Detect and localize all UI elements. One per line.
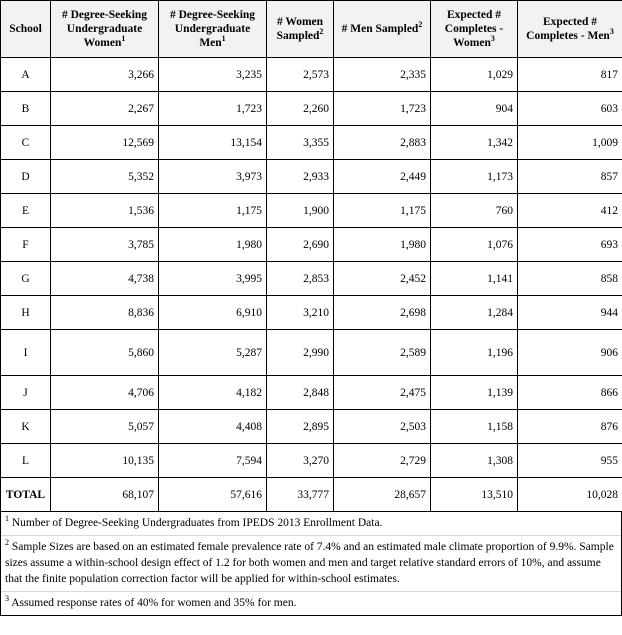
school-cell: C: [1, 126, 51, 160]
value-cell: 2,698: [334, 296, 431, 330]
value-cell: 2,883: [334, 126, 431, 160]
header-completes-men: Expected # Completes - Men$^3$: [518, 1, 622, 58]
value-cell: 955: [518, 444, 622, 478]
value-cell: 1,175: [159, 194, 267, 228]
value-cell: 1,029: [431, 58, 518, 92]
value-cell: 1,723: [159, 92, 267, 126]
value-cell: 906: [518, 330, 622, 376]
value-cell: 1,900: [267, 194, 334, 228]
value-cell: 2,853: [267, 262, 334, 296]
value-cell: 2,589: [334, 330, 431, 376]
value-cell: 857: [518, 160, 622, 194]
value-cell: 1,173: [431, 160, 518, 194]
footnotes: [0, 512, 622, 616]
value-cell: 1,175: [334, 194, 431, 228]
footnote-2: $^2$ Sample Sizes are based on an estimated female prevalence rate of 7.4% and an estimated male climate proportion of 9.9%. Sample sizes assume a within-school design effect of 1.2 for both women and men and target relative standard errors of 10%, and assume that the finite population correction factor will be applied for within-school estimates.: [1, 536, 621, 592]
value-cell: 2,933: [267, 160, 334, 194]
total-value: 33,777: [267, 478, 334, 512]
value-cell: 3,210: [267, 296, 334, 330]
school-cell: E: [1, 194, 51, 228]
table-row: [1, 296, 622, 330]
school-cell: J: [1, 376, 51, 410]
value-cell: 2,449: [334, 160, 431, 194]
table-row: [1, 228, 622, 262]
value-cell: 3,270: [267, 444, 334, 478]
value-cell: 3,785: [51, 228, 159, 262]
value-cell: 5,860: [51, 330, 159, 376]
value-cell: 1,158: [431, 410, 518, 444]
value-cell: 2,267: [51, 92, 159, 126]
value-cell: 4,738: [51, 262, 159, 296]
school-cell: A: [1, 58, 51, 92]
school-cell: G: [1, 262, 51, 296]
table-row: [1, 410, 622, 444]
value-cell: 1,009: [518, 126, 622, 160]
value-cell: 1,980: [334, 228, 431, 262]
table-row: [1, 194, 622, 228]
value-cell: 904: [431, 92, 518, 126]
school-cell: B: [1, 92, 51, 126]
table-row: [1, 262, 622, 296]
total-value: 28,657: [334, 478, 431, 512]
value-cell: 2,848: [267, 376, 334, 410]
value-cell: 10,135: [51, 444, 159, 478]
value-cell: 876: [518, 410, 622, 444]
value-cell: 8,836: [51, 296, 159, 330]
value-cell: 13,154: [159, 126, 267, 160]
value-cell: 817: [518, 58, 622, 92]
value-cell: 2,475: [334, 376, 431, 410]
value-cell: 2,452: [334, 262, 431, 296]
value-cell: 2,990: [267, 330, 334, 376]
table-row: [1, 160, 622, 194]
value-cell: 2,573: [267, 58, 334, 92]
value-cell: 1,076: [431, 228, 518, 262]
value-cell: 1,308: [431, 444, 518, 478]
table-row: [1, 444, 622, 478]
header-school: School: [1, 1, 51, 58]
value-cell: 7,594: [159, 444, 267, 478]
value-cell: 1,536: [51, 194, 159, 228]
school-cell: D: [1, 160, 51, 194]
value-cell: 3,266: [51, 58, 159, 92]
value-cell: 1,284: [431, 296, 518, 330]
table-row: [1, 376, 622, 410]
value-cell: 1,196: [431, 330, 518, 376]
table-row: [1, 126, 622, 160]
value-cell: 2,503: [334, 410, 431, 444]
value-cell: 1,141: [431, 262, 518, 296]
value-cell: 6,910: [159, 296, 267, 330]
total-row: [1, 478, 622, 512]
value-cell: 412: [518, 194, 622, 228]
total-value: 13,510: [431, 478, 518, 512]
footnote-1: $^1$ Number of Degree-Seeking Undergraduates from IPEDS 2013 Enrollment Data.: [1, 512, 621, 536]
header-row: [1, 1, 622, 58]
value-cell: 3,995: [159, 262, 267, 296]
value-cell: 1,139: [431, 376, 518, 410]
total-value: 57,616: [159, 478, 267, 512]
value-cell: 4,408: [159, 410, 267, 444]
value-cell: 866: [518, 376, 622, 410]
table-body: [1, 58, 622, 512]
value-cell: 2,260: [267, 92, 334, 126]
header-men-sampled: # Men Sampled$^2$: [334, 1, 431, 58]
header-women-enrolled: # Degree-Seeking Undergraduate Women$^1$: [51, 1, 159, 58]
table-row: [1, 92, 622, 126]
value-cell: 603: [518, 92, 622, 126]
total-value: 68,107: [51, 478, 159, 512]
value-cell: 4,706: [51, 376, 159, 410]
school-cell: H: [1, 296, 51, 330]
value-cell: 1,723: [334, 92, 431, 126]
total-label: TOTAL: [1, 478, 51, 512]
value-cell: 3,973: [159, 160, 267, 194]
value-cell: 760: [431, 194, 518, 228]
header-men-enrolled: # Degree-Seeking Undergraduate Men$^1$: [159, 1, 267, 58]
value-cell: 5,057: [51, 410, 159, 444]
school-cell: I: [1, 330, 51, 376]
value-cell: 3,235: [159, 58, 267, 92]
value-cell: 5,352: [51, 160, 159, 194]
value-cell: 1,342: [431, 126, 518, 160]
value-cell: 2,729: [334, 444, 431, 478]
total-value: 10,028: [518, 478, 622, 512]
header-women-sampled: # Women Sampled$^2$: [267, 1, 334, 58]
school-cell: K: [1, 410, 51, 444]
value-cell: 3,355: [267, 126, 334, 160]
value-cell: 2,895: [267, 410, 334, 444]
value-cell: 4,182: [159, 376, 267, 410]
value-cell: 858: [518, 262, 622, 296]
school-cell: F: [1, 228, 51, 262]
school-cell: L: [1, 444, 51, 478]
value-cell: 12,569: [51, 126, 159, 160]
value-cell: 2,335: [334, 58, 431, 92]
value-cell: 693: [518, 228, 622, 262]
value-cell: 5,287: [159, 330, 267, 376]
table-row: [1, 58, 622, 92]
table-row: [1, 330, 622, 376]
value-cell: 1,980: [159, 228, 267, 262]
value-cell: 944: [518, 296, 622, 330]
value-cell: 2,690: [267, 228, 334, 262]
footnote-3: $^3$ Assumed response rates of 40% for women and 35% for men.: [1, 592, 621, 616]
header-completes-women: Expected # Completes - Women$^3$: [431, 1, 518, 58]
